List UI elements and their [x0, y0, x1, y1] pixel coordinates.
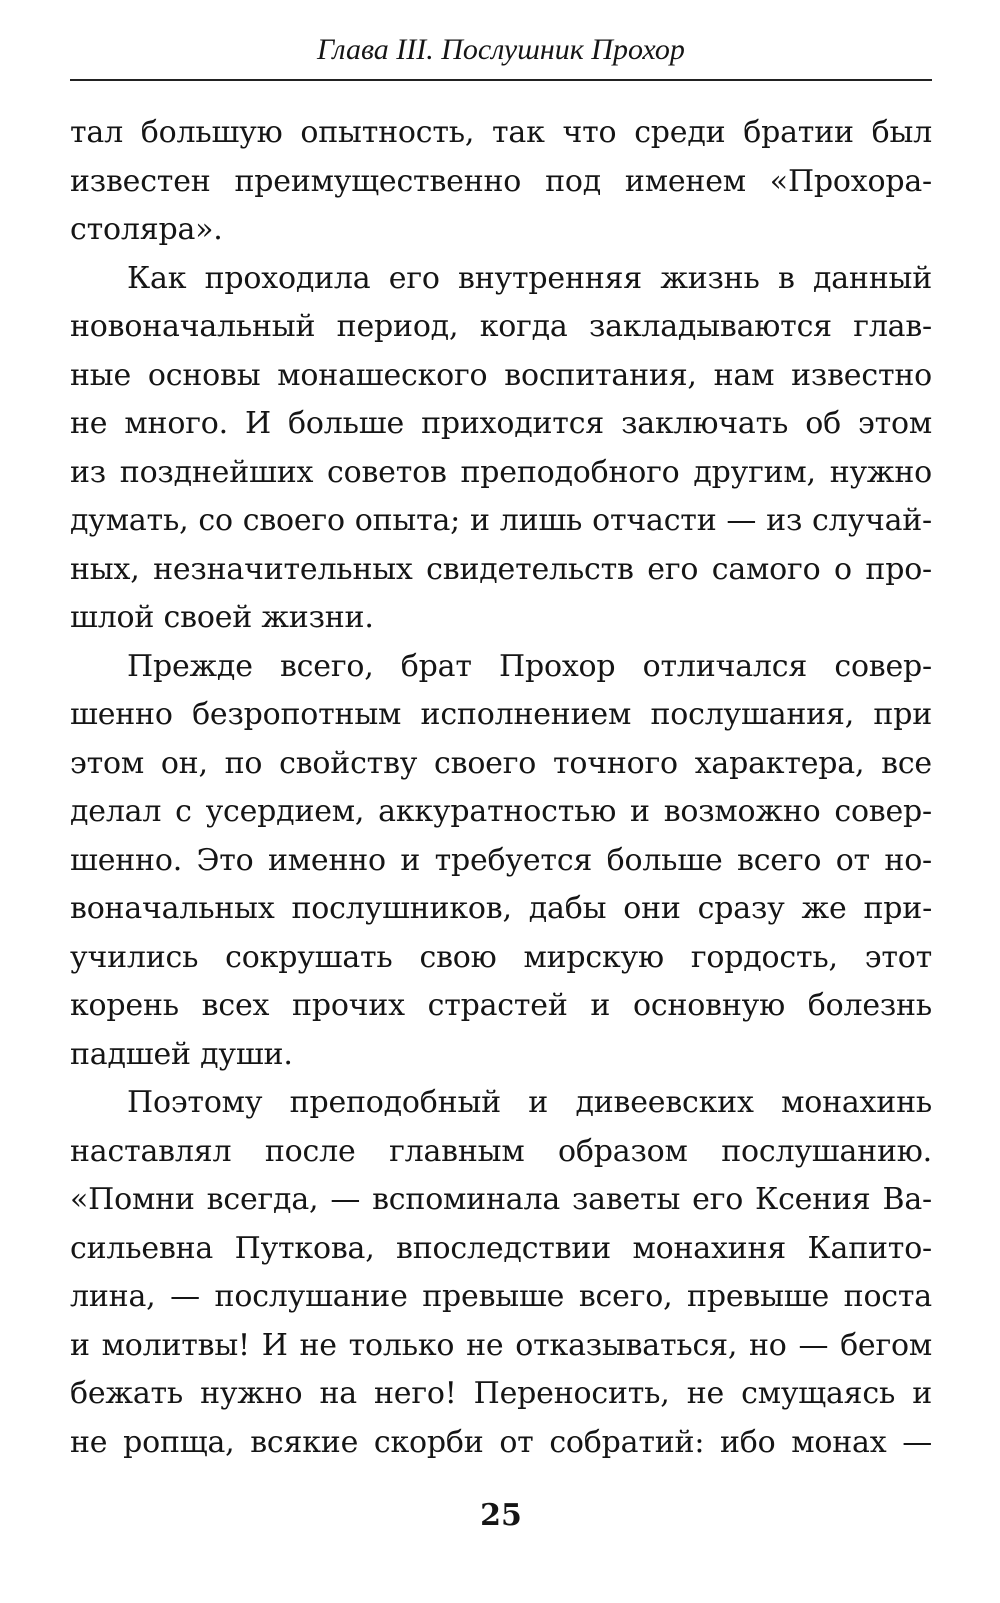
text-line: этом он, по свойству своего точного характера, все: [70, 745, 932, 781]
text-line: падшей души.: [70, 1036, 293, 1072]
text-line: и молитвы! И не только не отказываться, но — бегом: [70, 1327, 932, 1363]
text-line: корень всех прочих страстей и основную болезнь: [70, 988, 932, 1023]
text-line: думать, со своего опыта; и лишь отчасти — из случай-: [70, 503, 932, 538]
text-line: тал большую опытность, так что среди братии был: [70, 115, 932, 150]
text-line: Поэтому преподобный и дивеевских монахинь: [127, 1085, 932, 1120]
running-head-title: Глава III. Послушник Прохор: [317, 33, 685, 66]
text-line: Прежде всего, брат Прохор отличался совер-: [127, 648, 932, 684]
text-line: воначальных послушников, дабы они сразу же при-: [70, 891, 932, 926]
text-line: наставлял после главным образом послушанию.: [70, 1133, 932, 1169]
text-line: «Помни всегда, — вспоминала заветы его Ксения Ва-: [70, 1182, 932, 1217]
text-line: не ропща, всякие скорби от собратий: ибо монах —: [70, 1424, 932, 1460]
text-line: столяра».: [70, 212, 223, 247]
page-number: 25: [480, 1498, 522, 1533]
body-text: [70, 109, 932, 1467]
text-line: учились сокрушать свою мирскую гордость, этот: [70, 939, 932, 975]
text-line: шенно. Это именно и требуется больше всего от но-: [70, 842, 932, 878]
text-line: шенно безропотным исполнением послушания, при: [70, 697, 932, 732]
text-line: новоначальный период, когда закладываются глав-: [70, 309, 932, 344]
text-line: известен преимущественно под именем «Прохора-: [70, 163, 932, 199]
text-line: шлой своей жизни.: [70, 600, 374, 635]
text-line: не много. И больше приходится заключать об этом: [70, 406, 932, 441]
text-line: лина, — послушание превыше всего, превыше поста: [70, 1279, 932, 1314]
text-line: Как проходила его внутренняя жизнь в данный: [127, 260, 932, 296]
header-divider: [70, 79, 932, 81]
text-line: из позднейших советов преподобного другим, нужно: [70, 454, 932, 490]
text-line: делал с усердием, аккуратностью и возможно совер-: [70, 794, 932, 829]
text-line: бежать нужно на него! Переносить, не смущаясь и: [70, 1376, 932, 1411]
text-line: ных, незначительных свидетельств его самого о про-: [70, 551, 932, 587]
text-line: сильевна Путкова, впоследствии монахиня Капито-: [70, 1230, 932, 1266]
text-line: ные основы монашеского воспитания, нам известно: [70, 357, 932, 393]
